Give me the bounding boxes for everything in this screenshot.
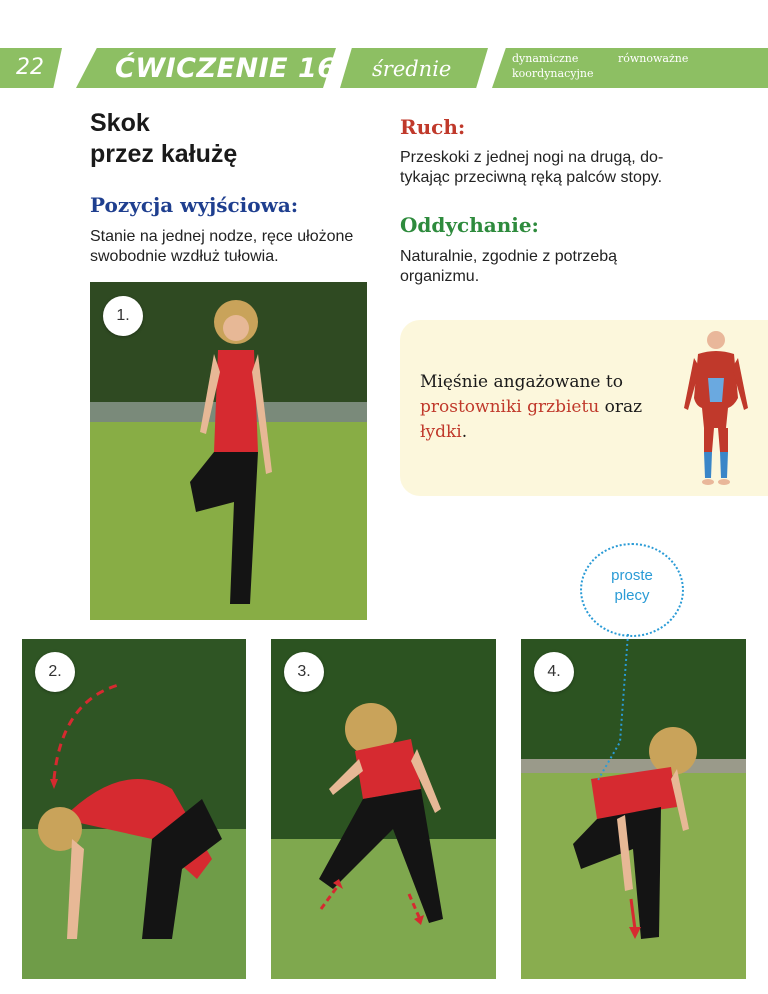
movement-heading: Ruch:	[400, 115, 466, 139]
page-number: 22	[16, 55, 44, 80]
breathing-text: Naturalnie, zgodnie z potrzebą organizmu.	[400, 248, 618, 285]
photo-step-2-number: 2.	[35, 652, 75, 692]
muscles-calves: łydki	[420, 422, 462, 442]
photo-step-4-number: 4.	[534, 652, 574, 692]
exercise-name-line2: przez kałużę	[90, 140, 238, 168]
callout-line2: plecy	[614, 587, 650, 604]
tag-balance: równoważne	[618, 52, 689, 65]
muscles-intro: Mięśnie angażowane to	[420, 372, 623, 392]
anatomy-figure	[676, 328, 756, 488]
photo-step-1-number: 1.	[103, 296, 143, 336]
muscles-end: .	[461, 422, 468, 442]
start-position-text: Stanie na jednej nodze, ręce ułożone swobodnie wzdłuż tułowia.	[90, 228, 354, 265]
exercise-title: ĆWICZENIE 16	[115, 53, 337, 84]
muscles-connector: oraz	[604, 397, 643, 417]
straight-back-callout-text	[580, 566, 684, 606]
breathing-heading: Oddychanie:	[400, 213, 539, 237]
tag-coordination: koordynacyjne	[512, 67, 594, 80]
start-position-heading: Pozycja wyjściowa:	[90, 193, 299, 217]
exercise-name-line1: Skok	[90, 109, 150, 137]
difficulty-level: średnie	[372, 57, 452, 81]
muscles-back-extensors: prostowniki grzbietu	[420, 397, 600, 417]
callout-line1: proste	[611, 567, 653, 584]
photo-step-3-number: 3.	[284, 652, 324, 692]
muscles-text	[420, 370, 660, 445]
exercise-name	[90, 108, 237, 170]
movement-text: Przeskoki z jednej nogi na drugą, do-tykając przeciwną ręką palców stopy.	[400, 149, 664, 186]
tag-dynamic: dynamiczne	[512, 52, 579, 65]
